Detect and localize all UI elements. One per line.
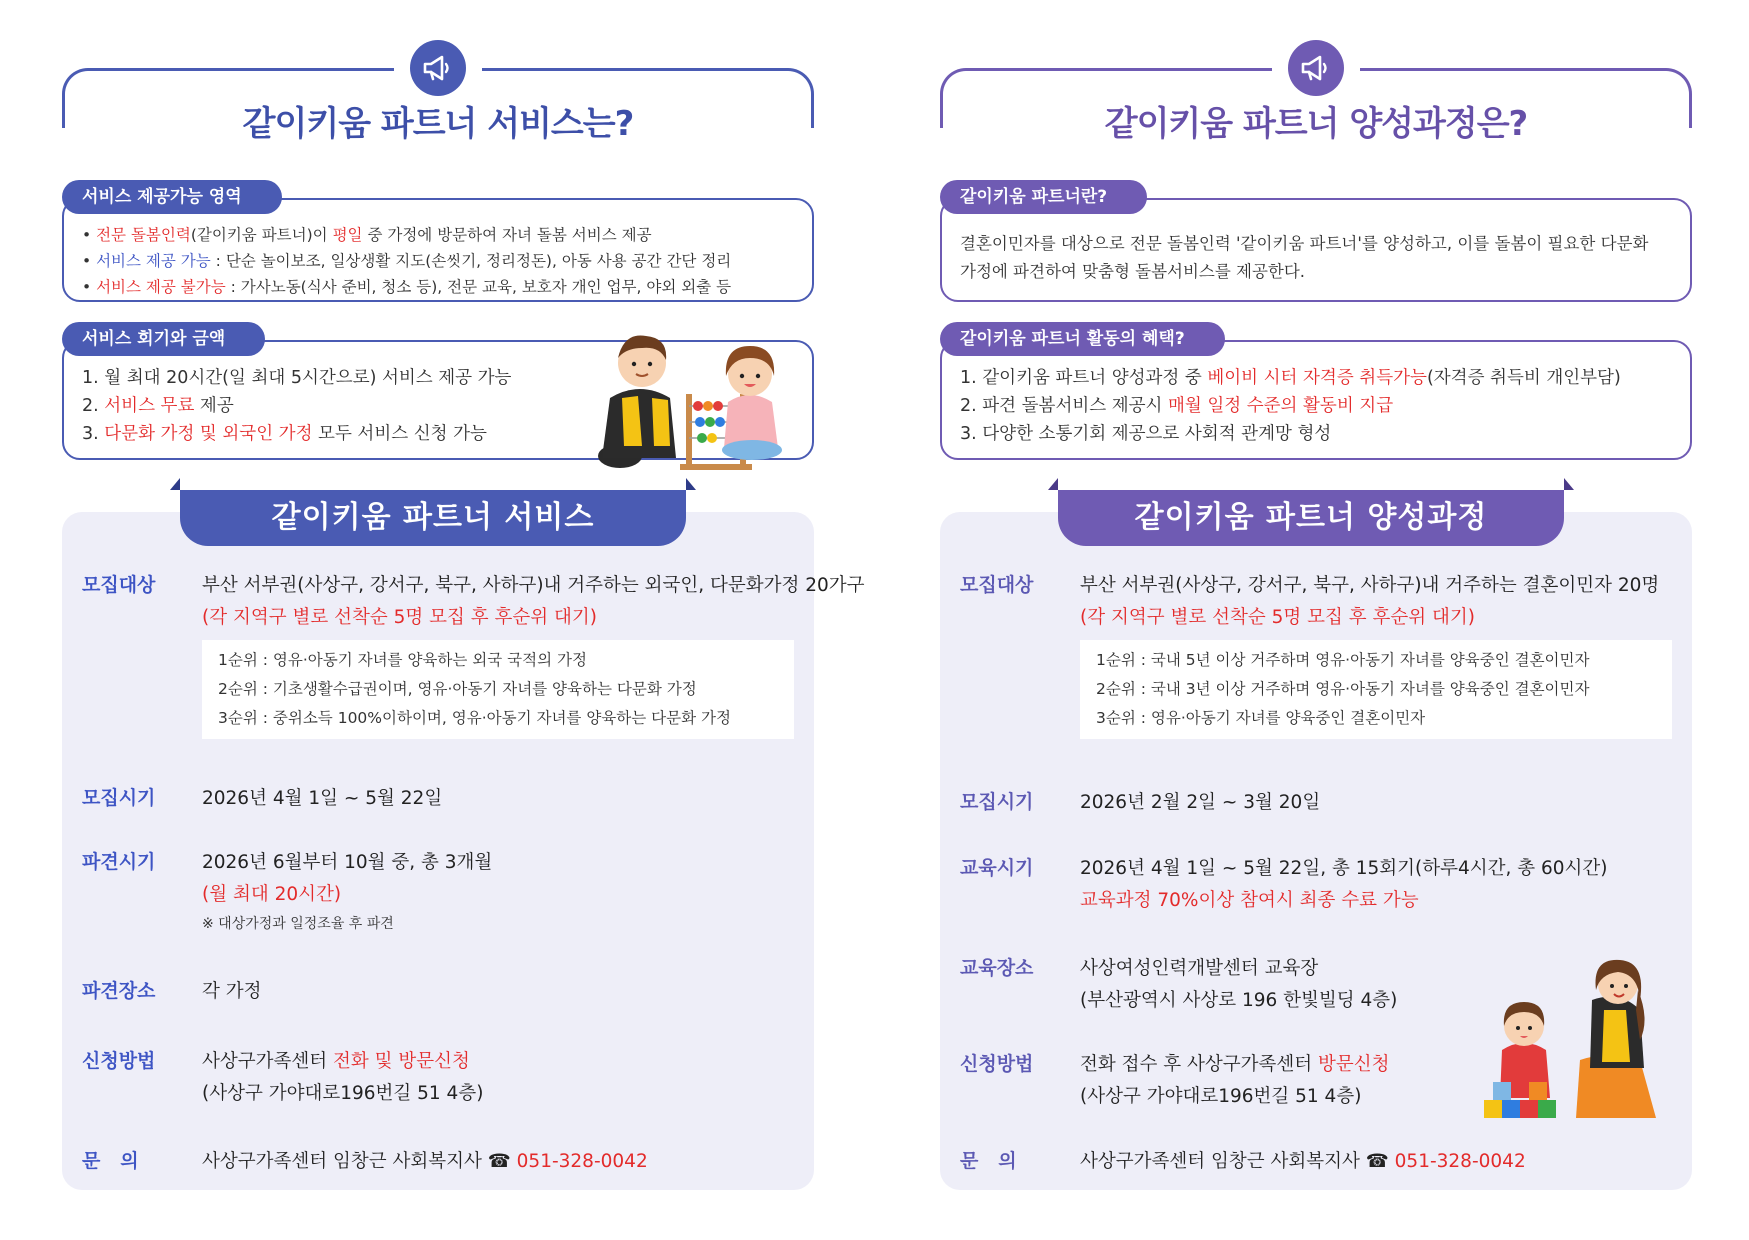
row-label: 교육시기 <box>960 857 1034 879</box>
list-item: 3. 다문화 가정 및 외국인 가정 모두 서비스 신청 가능 <box>82 424 487 444</box>
row-label: 모집대상 <box>960 574 1034 596</box>
section-tag: 같이키움 파트너란? <box>940 180 1147 214</box>
row-footnote: ※ 대상가정과 일정조율 후 파견 <box>202 916 394 932</box>
row-value: 부산 서부권(사상구, 강서구, 북구, 사하구)내 거주하는 외국인, 다문화가정 20가구 <box>202 575 865 596</box>
row-note: (월 최대 20시간) <box>202 884 342 905</box>
row-label: 파견시기 <box>82 851 156 873</box>
row-value: 2026년 6월부터 10월 중, 총 3개월 <box>202 852 493 873</box>
phone-number[interactable]: 051-328-0042 <box>516 1151 648 1172</box>
priority-item: 3순위 : 중위소득 100%이하이며, 영유·아동기 자녀를 양육하는 다문화 가정 <box>218 709 731 727</box>
paragraph-line: 가정에 파견하여 맞춤형 돌봄서비스를 제공한다. <box>960 262 1306 281</box>
section-ribbon: 같이키움 파트너 서비스 <box>180 490 686 546</box>
priority-item: 1순위 : 국내 5년 이상 거주하며 영유·아동기 자녀를 양육중인 결혼이민자 <box>1096 651 1590 669</box>
list-item: 2. 파견 돌봄서비스 제공시 매월 일정 수준의 활동비 지급 <box>960 396 1394 416</box>
section-tag: 서비스 회기와 금액 <box>62 322 265 356</box>
megaphone-icon <box>410 40 466 96</box>
phone-icon: ☎ <box>487 1151 511 1172</box>
paragraph-line: 결혼이민자를 대상으로 전문 돌봄인력 '같이키움 파트너'를 양성하고, 이를 돌봄이 필요한 다문화 <box>960 234 1649 253</box>
list-item: • 서비스 제공 가능 : 단순 놀이보조, 일상생활 지도(손씻기, 정리정돈), 아동 사용 공간 간단 정리 <box>82 252 732 270</box>
row-address: (부산광역시 사상로 196 한빛빌딩 4층) <box>1080 990 1398 1011</box>
row-label: 교육장소 <box>960 957 1034 979</box>
megaphone-icon <box>1288 40 1344 96</box>
priority-item: 1순위 : 영유·아동기 자녀를 양육하는 외국 국적의 가정 <box>218 651 587 669</box>
list-item: • 전문 돌봄인력(같이키움 파트너)이 평일 중 가정에 방문하여 자녀 돌봄 서비스 제공 <box>82 226 652 244</box>
priority-item: 2순위 : 기초생활수급권이며, 영유·아동기 자녀를 양육하는 다문화 가정 <box>218 680 697 698</box>
list-item: 2. 서비스 무료 제공 <box>82 396 234 416</box>
phone-number[interactable]: 051-328-0042 <box>1394 1151 1526 1172</box>
section-tag: 서비스 제공가능 영역 <box>62 180 282 214</box>
phone-icon: ☎ <box>1365 1151 1389 1172</box>
priority-item: 2순위 : 국내 3년 이상 거주하며 영유·아동기 자녀를 양육중인 결혼이민자 <box>1096 680 1590 698</box>
priority-box <box>202 640 794 739</box>
right-column <box>940 0 1700 1240</box>
row-label: 모집시기 <box>960 791 1034 813</box>
row-value: 2026년 2월 2일 ~ 3월 20일 <box>1080 792 1321 813</box>
page-title: 같이키움 파트너 서비스는? <box>242 104 634 144</box>
row-value: 2026년 4월 1일 ~ 5월 22일, 총 15회기(하루4시간, 총 60시간) <box>1080 858 1608 879</box>
list-item: 3. 다양한 소통기회 제공으로 사회적 관계망 형성 <box>960 424 1332 444</box>
section-ribbon: 같이키움 파트너 양성과정 <box>1058 490 1564 546</box>
list-item: • 서비스 제공 불가능 : 가사노동(식사 준비, 청소 등), 전문 교육, 보호자 개인 업무, 야외 외출 등 <box>82 278 732 296</box>
priority-item: 3순위 : 영유·아동기 자녀를 양육중인 결혼이민자 <box>1096 709 1426 727</box>
row-value: 부산 서부권(사상구, 강서구, 북구, 사하구)내 거주하는 결혼이민자 20명 <box>1080 575 1660 596</box>
row-label: 파견장소 <box>82 980 156 1002</box>
row-value: 사상구가족센터 임창근 사회복지사 ☎ 051-328-0042 <box>202 1151 648 1172</box>
row-address: (사상구 가야대로196번길 51 4층) <box>1080 1086 1362 1107</box>
section-tag: 같이키움 파트너 활동의 혜택? <box>940 322 1225 356</box>
list-item: 1. 월 최대 20시간(일 최대 5시간으로) 서비스 제공 가능 <box>82 368 512 388</box>
partner-child-illustration <box>590 318 814 478</box>
row-value: 사상구가족센터 전화 및 방문신청 <box>202 1051 470 1072</box>
row-value: 전화 접수 후 사상구가족센터 방문신청 <box>1080 1054 1390 1075</box>
partner-benefit-box <box>940 340 1692 460</box>
row-label: 문 의 <box>82 1150 139 1172</box>
page-title: 같이키움 파트너 양성과정은? <box>1104 104 1528 144</box>
row-label: 모집대상 <box>82 574 156 596</box>
row-value: 각 가정 <box>202 981 262 1002</box>
list-item: 1. 같이키움 파트너 양성과정 중 베이비 시터 자격증 취득가능(자격증 취득비 개인부담) <box>960 368 1621 388</box>
row-value: 사상구가족센터 임창근 사회복지사 ☎ 051-328-0042 <box>1080 1151 1526 1172</box>
row-note: (각 지역구 별로 선착순 5명 모집 후 후순위 대기) <box>1080 607 1475 628</box>
row-value: 사상여성인력개발센터 교육장 <box>1080 958 1319 979</box>
row-label: 모집시기 <box>82 787 156 809</box>
row-label: 신청방법 <box>82 1050 156 1072</box>
row-value: 2026년 4월 1일 ~ 5월 22일 <box>202 788 443 809</box>
row-label: 문 의 <box>960 1150 1017 1172</box>
row-address: (사상구 가야대로196번길 51 4층) <box>202 1083 484 1104</box>
priority-box <box>1080 640 1672 739</box>
left-column <box>62 0 865 1240</box>
mother-child-illustration <box>1480 950 1680 1130</box>
row-note: 교육과정 70%이상 참여시 최종 수료 가능 <box>1080 890 1419 911</box>
row-label: 신청방법 <box>960 1053 1034 1075</box>
row-note: (각 지역구 별로 선착순 5명 모집 후 후순위 대기) <box>202 607 597 628</box>
